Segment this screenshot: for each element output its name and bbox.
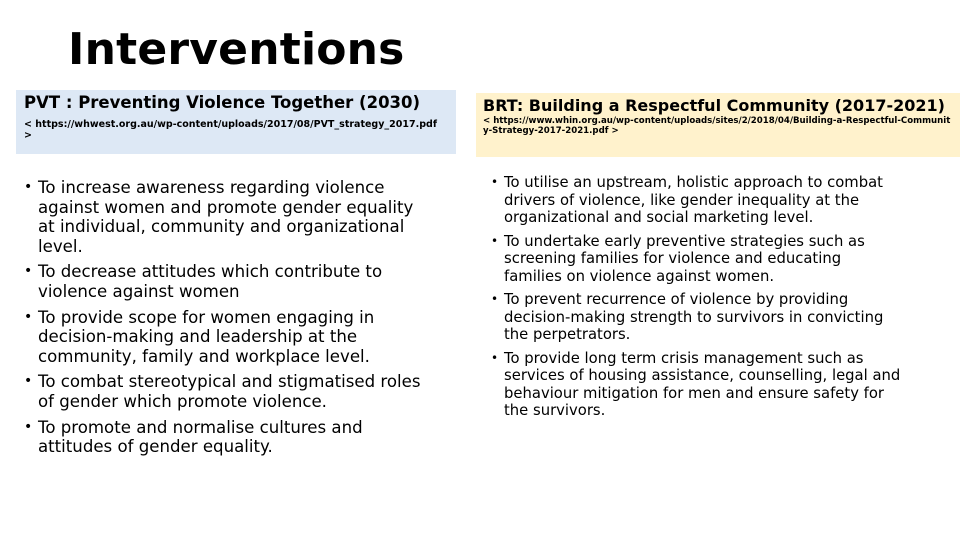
list-item-text: To prevent recurrence of violence by providing decision-making strength to survivors in convicting the perpetrators. xyxy=(504,291,884,343)
pvt-heading: PVT : Preventing Violence Together (2030) xyxy=(24,93,421,112)
list-item xyxy=(24,262,434,301)
brt-heading: BRT: Building a Respectful Community (2017-2021) xyxy=(483,96,945,115)
bullet-icon: • xyxy=(24,373,33,390)
list-item-text: To utilise an upstream, holistic approach to combat drivers of violence, like gender inequality at the organizational and social marketing level. xyxy=(504,174,883,226)
list-item-text: To provide long term crisis management such as services of housing assistance, counselling, legal and behaviour mitigation for men and ensure safety for the survivors. xyxy=(504,349,901,419)
pvt-header-box xyxy=(16,90,456,154)
bullet-icon: • xyxy=(24,418,33,435)
brt-bullet-list xyxy=(491,174,901,426)
pvt-source-url: < https://whwest.org.au/wp-content/uploads/2017/08/PVT_strategy_2017.pdf > xyxy=(24,119,437,141)
bullet-icon: • xyxy=(24,179,33,195)
list-item xyxy=(24,418,434,457)
list-item xyxy=(491,350,901,420)
list-item-text: To decrease attitudes which contribute to violence against women xyxy=(38,262,383,301)
bullet-icon: • xyxy=(491,233,499,248)
list-item-text: To promote and normalise cultures and attitudes of gender equality. xyxy=(38,417,363,457)
bullet-icon: • xyxy=(491,175,499,189)
list-item-text: To undertake early preventive strategies such as screening families for violence and educating families on violence against women. xyxy=(504,232,865,285)
list-item xyxy=(491,174,901,227)
list-item-text: To combat stereotypical and stigmatised roles of gender which promote violence. xyxy=(38,372,421,411)
bullet-icon: • xyxy=(491,292,499,306)
list-item xyxy=(24,308,434,367)
bullet-icon: • xyxy=(24,263,33,280)
bullet-icon: • xyxy=(24,308,33,325)
brt-header-box xyxy=(476,93,960,157)
slide-title: Interventions xyxy=(68,24,405,75)
brt-source-url: < https://www.whin.org.au/wp-content/uploads/sites/2/2018/04/Building-a-Respectful-Community-Strategy-2017-2021.pdf > xyxy=(483,116,951,136)
pvt-bullet-list xyxy=(24,178,434,463)
bullet-icon: • xyxy=(491,350,499,365)
list-item xyxy=(491,233,901,286)
list-item-text: To increase awareness regarding violence against women and promote gender equality at individual, community and organizational level. xyxy=(38,178,414,256)
list-item-text: To provide scope for women engaging in decision-making and leadership at the community, family and workplace level. xyxy=(38,307,375,366)
list-item xyxy=(24,178,434,256)
list-item xyxy=(491,291,901,344)
list-item xyxy=(24,372,434,411)
